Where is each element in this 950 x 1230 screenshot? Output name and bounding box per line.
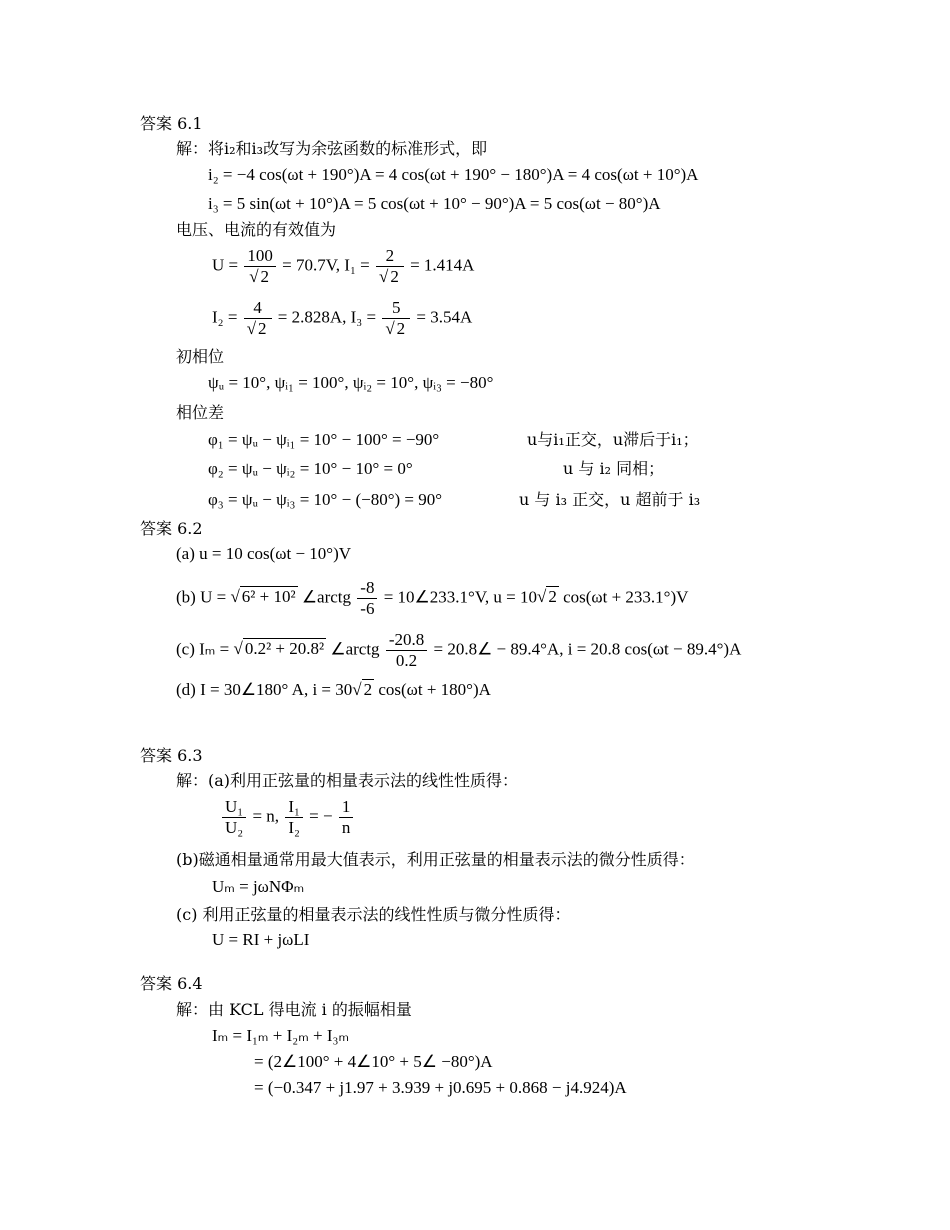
equation: = (2∠100° + 4∠10° + 5∠ −80°)A: [254, 1052, 493, 1071]
answer-c: (c) Iₘ = √ 0.2² + 20.8² ∠arctg $\frac{-20.8}{0.2}$ = 20.8∠ − 89.4°A, i = 20.8 cos(ωt − 89.4°)A: [176, 630, 742, 670]
remark: u 与 i₃ 正交，u 超前于 i₃: [519, 490, 701, 509]
equation-initial-phase: ψᵤ = 10°, ψᵢ₁ = 100°, ψᵢ₂ = 10°, ψᵢ₃ = −80°: [208, 373, 494, 392]
heading-6-3: 答案 6.3: [140, 746, 203, 765]
text-line: 解：(a)利用正弦量的相量表示法的线性性质得：: [176, 771, 519, 790]
fraction: $\frac{2}{√ 2}$: [376, 246, 404, 287]
fraction: $\frac{5}{√ 2}$: [382, 298, 410, 339]
text-line: 解：由 KCL 得电流 i 的振幅相量: [176, 1000, 412, 1019]
remark: u与i₁正交，u滞后于i₁；: [527, 430, 699, 449]
heading-6-1: 答案 6.1: [140, 114, 203, 133]
text-line: 初相位: [176, 347, 225, 366]
text-line: 解：将i₂和i₃改写为余弦函数的标准形式，即: [176, 139, 488, 158]
equation: i₂ = −4 cos(ωt + 190°)A = 4 cos(ωt + 190° − 180°)A = 4 cos(ωt + 10°)A: [208, 165, 699, 184]
fraction: $\frac{-8}{-6}$: [357, 578, 377, 619]
answer-b: (b) U = √ 6² + 10² ∠arctg $\frac{-8}{-6}$ = 10∠233.1°V, u = 10√ 2 cos(ωt + 233.1°)V: [176, 578, 689, 618]
equation-phase-diff-3: φ₃ = ψᵤ − ψᵢ₃ = 10° − (−80°) = 90°: [208, 490, 443, 509]
equation-effective-u-i1: U = $\frac{100}{√ 2}$ = 70.7V, I₁ = $\frac{2}{√ 2}$ = 1.414A: [212, 246, 475, 286]
fraction: $\frac{\text{I₁}}{\text{I₂}}$: [285, 797, 303, 838]
equation-ratio: $\frac{\text{U₁}}{\text{U₂}}$ = n, $\frac{\text{I₁}}{\text{I₂}}$ = − $\frac{1}{n}$: [220, 797, 355, 838]
answer-a: (a) u = 10 cos(ωt − 10°)V: [176, 544, 352, 563]
heading-6-2: 答案 6.2: [140, 519, 203, 538]
fraction: $\frac{1}{n}$: [339, 797, 354, 838]
equation-phase-diff-1: φ₁ = ψᵤ − ψᵢ₁ = 10° − 100° = −90°: [208, 430, 440, 449]
text-line: 电压、电流的有效值为: [176, 220, 337, 239]
equation: i₃ = 5 sin(ωt + 10°)A = 5 cos(ωt + 10° − 90°)A = 5 cos(ωt − 80°)A: [208, 194, 661, 213]
equation: Iₘ = I₁ₘ + I₂ₘ + I₃ₘ: [212, 1026, 350, 1045]
equation: Uₘ = jωNΦₘ: [212, 877, 305, 896]
fraction: $\frac{\text{U₁}}{\text{U₂}}$: [222, 797, 246, 838]
fraction: $\frac{-20.8}{0.2}$: [386, 630, 427, 671]
answer-d: (d) I = 30∠180° A, i = 30√ 2 cos(ωt + 180°)A: [176, 680, 491, 699]
equation-effective-i2-i3: I₂ = $\frac{4}{√ 2}$ = 2.828A, I₃ = $\frac{5}{√ 2}$ = 3.54A: [212, 298, 473, 338]
text-line: 相位差: [176, 403, 225, 422]
equation-phase-diff-2: φ₂ = ψᵤ − ψᵢ₂ = 10° − 10° = 0°: [208, 459, 413, 478]
fraction: $\frac{100}{√ 2}$: [244, 246, 276, 287]
equation: U = RI + jωLI: [212, 930, 310, 949]
text-line: (b)磁通相量通常用最大值表示，利用正弦量的相量表示法的微分性质得：: [176, 850, 695, 869]
equation: = (−0.347 + j1.97 + 3.939 + j0.695 + 0.868 − j4.924)A: [254, 1078, 627, 1097]
remark: u 与 i₂ 同相；: [563, 459, 665, 478]
text-line: (c) 利用正弦量的相量表示法的线性性质与微分性质得：: [176, 905, 571, 924]
heading-6-4: 答案 6.4: [140, 974, 203, 993]
fraction: $\frac{4}{√ 2}$: [244, 298, 272, 339]
